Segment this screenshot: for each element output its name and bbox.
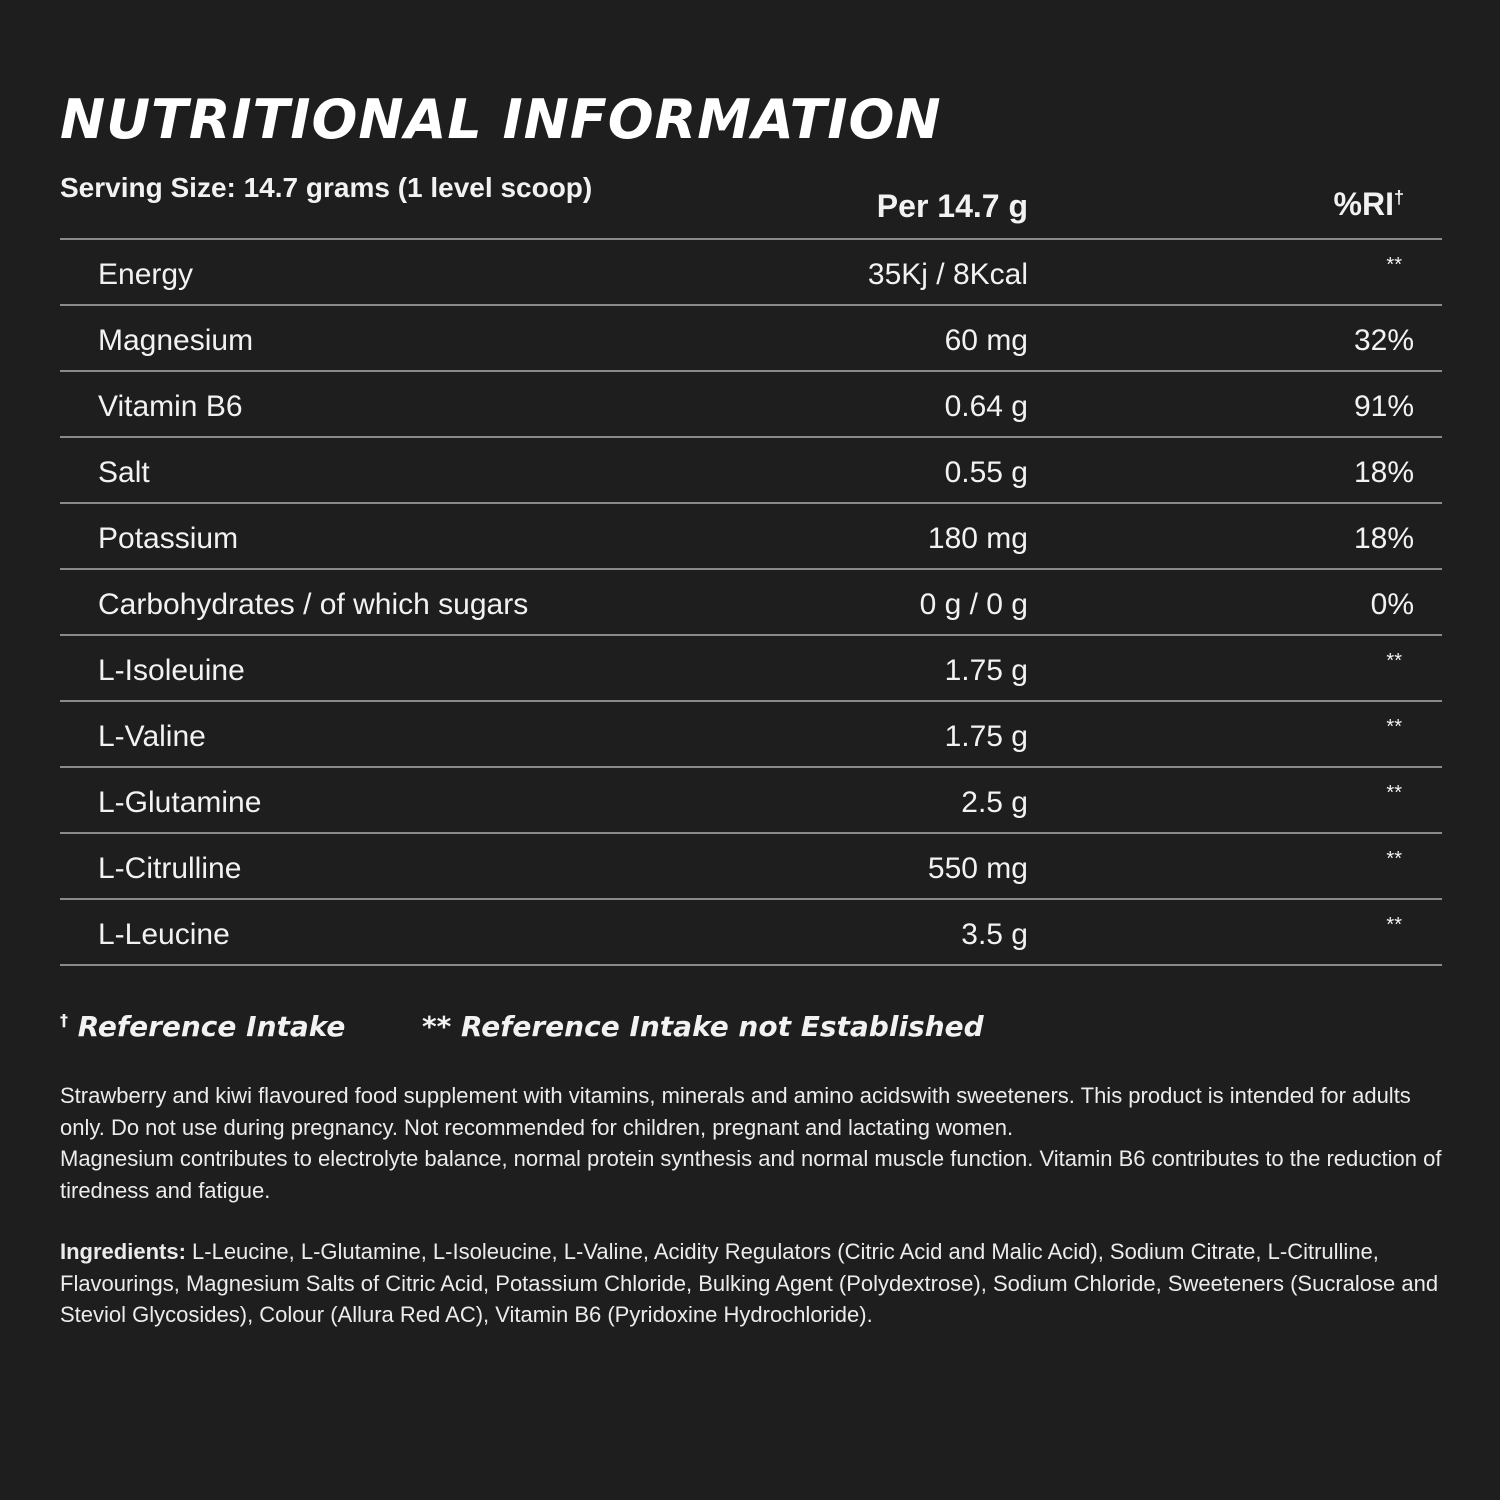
column-header-per-serving: Per 14.7 g: [876, 188, 1028, 224]
nutrient-ri: **: [1386, 716, 1402, 738]
nutrient-name: L-Glutamine: [98, 786, 262, 819]
nutrient-amount: 1.75 g: [944, 720, 1028, 753]
table-row: [60, 768, 1442, 834]
table-row: [60, 438, 1442, 504]
nutrient-ri: **: [1386, 914, 1402, 936]
dagger-mark: †: [60, 1010, 68, 1030]
product-description: [60, 1080, 1442, 1206]
nutrient-ri: 18%: [1353, 456, 1414, 489]
double-asterisk-mark: **: [422, 1010, 452, 1043]
serving-size: Serving Size: 14.7 grams (1 level scoop): [60, 172, 593, 203]
nutrient-amount: 2.5 g: [961, 786, 1028, 819]
nutrient-amount: 550 mg: [927, 852, 1028, 885]
table-row: [60, 240, 1442, 306]
nutrient-name: Energy: [98, 258, 194, 291]
nutrient-name: L-Valine: [98, 720, 206, 753]
table-row: [60, 702, 1442, 768]
description-paragraph-1: Strawberry and kiwi flavoured food supplement with vitamins, minerals and amino acidswith sweeteners. This product is intended for adults only. Do not use during pregnancy. Not recommended for children, pregnant and lactating women.: [60, 1083, 1411, 1140]
nutrient-amount: 180 mg: [927, 522, 1028, 555]
nutrient-amount: 1.75 g: [944, 654, 1028, 687]
description-paragraph-2: Magnesium contributes to electrolyte balance, normal protein synthesis and normal muscle function. Vitamin B6 contributes to the reduction of tiredness and fatigue.: [60, 1146, 1442, 1203]
legend-reference-intake: [60, 1010, 345, 1043]
nutrient-name: Vitamin B6: [98, 390, 243, 423]
legend-text-2: Reference Intake not Established: [461, 1010, 984, 1043]
ingredients-text: L-Leucine, L-Glutamine, L-Isoleucine, L-Valine, Acidity Regulators (Citric Acid and Malic Acid), Sodium Citrate, L-Citrulline, Flavourings, Magnesium Salts of Citric Acid, Potassium Chloride, Bulking Agent (Polydextrose), Sodium Chloride, Sweeteners (Sucralose and Steviol Glycosides), Colour (Allura Red AC), Vitamin B6 (Pyridoxine Hydrochloride).: [60, 1239, 1439, 1327]
table-row: [60, 372, 1442, 438]
nutrient-ri: 32%: [1353, 324, 1414, 357]
legend-text-1: Reference Intake: [77, 1010, 346, 1043]
ingredients-label: Ingredients:: [60, 1239, 186, 1264]
nutrition-table: [60, 240, 1442, 966]
nutrient-ri: **: [1386, 650, 1402, 672]
column-header-ri-label: %RI: [1333, 186, 1394, 222]
nutrient-name: L-Citrulline: [98, 852, 242, 885]
table-row: [60, 636, 1442, 702]
nutrient-name: L-Isoleuine: [98, 654, 245, 687]
nutrient-amount: 35Kj / 8Kcal: [867, 258, 1028, 291]
nutrient-ri: 91%: [1353, 390, 1414, 423]
column-header-ri: [1334, 186, 1404, 223]
page-title: NUTRITIONAL INFORMATION: [60, 88, 942, 151]
nutrient-name: Salt: [98, 456, 150, 489]
nutrient-name: L-Leucine: [98, 918, 230, 951]
nutrient-ri: 18%: [1353, 522, 1414, 555]
nutrient-name: Carbohydrates / of which sugars: [98, 588, 529, 621]
legend: [60, 1010, 1442, 1050]
nutrient-ri: **: [1386, 254, 1402, 276]
legend-not-established: [422, 1010, 984, 1043]
nutrition-panel: [60, 88, 1442, 1331]
nutrient-ri: **: [1386, 848, 1402, 870]
table-header: [60, 172, 1442, 240]
nutrient-ri: 0%: [1370, 588, 1414, 621]
table-row: [60, 306, 1442, 372]
nutrient-amount: 0.64 g: [944, 390, 1028, 423]
nutrient-amount: 0.55 g: [944, 456, 1028, 489]
table-row: [60, 834, 1442, 900]
table-row: [60, 504, 1442, 570]
dagger-mark: †: [1393, 187, 1404, 208]
nutrient-amount: 0 g / 0 g: [919, 588, 1028, 621]
ingredients: [60, 1236, 1442, 1331]
nutrient-name: Potassium: [98, 522, 239, 555]
nutrient-amount: 60 mg: [944, 324, 1028, 357]
nutrient-ri: **: [1386, 782, 1402, 804]
nutrient-amount: 3.5 g: [961, 918, 1028, 951]
table-row: [60, 900, 1442, 966]
table-row: [60, 570, 1442, 636]
nutrient-name: Magnesium: [98, 324, 254, 357]
